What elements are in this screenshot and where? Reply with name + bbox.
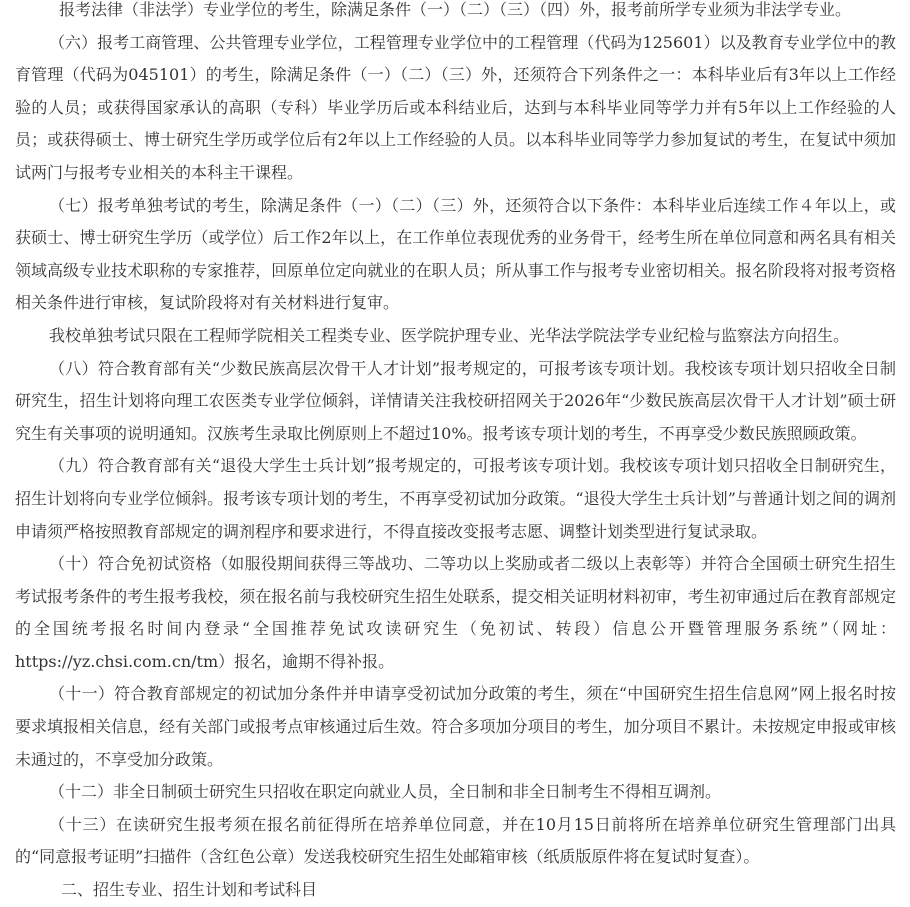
paragraph-6: （六）报考工商管理、公共管理专业学位，工程管理专业学位中的工程管理（代码为125601）以及教育专业学位中的教育管理（代码为045101）的考生，除满足条件（一）（二）（三）外，还须符合下列条件之一：本科毕业后有3年以上工作经验的人员；或获得国家承认的高职（专科）毕业学历后或本科结业后，达到与本科毕业同等学力并有5年以上工作经验的人员；或获得硕士、博士研究生学历或学位后有2年以上工作经验的人员。以本科毕业同等学力参加复试的考生，在复试中须加试两门与报考专业相关的本科主干课程。	[15, 32, 896, 182]
paragraph-12: （十二）非全日制硕士研究生只招收在职定向就业人员，全日制和非全日制考生不得相互调剂。	[49, 782, 722, 802]
paragraph-7: （七）报考单独考试的考生，除满足条件（一）（二）（三）外，还须符合以下条件：本科毕业后连续工作４年以上，或获硕士、博士研究生学历（或学位）后工作2年以上，在工作单位表现优秀的业务骨干，经考生所在单位同意和两名具有相关领域高级专业技术职称的专家推荐，回原单位定向就业的在职人员；所从事工作与报考专业密切相关。报名阶段将对报考资格相关条件进行审核，复试阶段将对有关材料进行复审。	[15, 195, 896, 313]
paragraph-separate-exam: 我校单独考试只限在工程师学院相关工程类专业、医学院护理专业、光华法学院法学专业纪检与监察法方向招生。	[49, 325, 850, 345]
paragraph-10: （十）符合免初试资格（如服役期间获得三等战功、二等功以上奖励或者二级以上表彰等）并符合全国硕士研究生招生考试报考条件的考生报考我校，须在报名前与我校研究生招生处联系，提交相关证明材料初审，考生初审通过后在教育部规定的全国统考报名时间内登录“全国推荐免试攻读研究生（免初试、转段）信息公开暨管理服务系统”（网址：https://yz.chsi.com.cn/tm）报名，逾期不得补报。	[15, 554, 896, 671]
continued-line: 报考法律（非法学）专业学位的考生，除满足条件（一）（二）（三）（四）外，报考前所学专业须为非法学专业。	[59, 0, 852, 19]
paragraph-8: （八）符合教育部有关“少数民族高层次骨干人才计划”报考规定的，可报考该专项计划。我校该专项计划只招收全日制研究生，招生计划将向理工农医类专业学位倾斜，详情请关注我校研招网关于2026年“少数民族高层次骨干人才计划”硕士研究生有关事项的说明通知。汉族考生录取比例原则上不超过10%。报考该专项计划的考生，不再享受少数民族照顾政策。	[15, 358, 896, 443]
paragraph-9: （九）符合教育部有关“退役大学生士兵计划”报考规定的，可报考该专项计划。我校该专项计划只招收全日制研究生，招生计划将向专业学位倾斜。报考该专项计划的考生，不再享受初试加分政策。“退役大学生士兵计划”与普通计划之间的调剂申请须严格按照教育部规定的调剂程序和要求进行，不得直接改变报考志愿、调整计划类型进行复试录取。	[15, 456, 896, 541]
section-heading: 二、招生专业、招生计划和考试科目	[61, 880, 318, 900]
paragraph-13: （十三）在读研究生报考须在报名前征得所在培养单位同意，并在10月15日前将所在培养单位研究生管理部门出具的“同意报考证明”扫描件（含红色公章）发送我校研究生招生处邮箱审核（纸质版原件将在复试时复查）。	[15, 814, 896, 867]
paragraph-11: （十一）符合教育部规定的初试加分条件并申请享受初试加分政策的考生，须在“中国研究生招生信息网”网上报名时按要求填报相关信息，经有关部门或报考点审核通过后生效。符合多项加分项目的考生，加分项目不累计。未按规定申报或审核未通过的，不享受加分政策。	[15, 684, 896, 769]
